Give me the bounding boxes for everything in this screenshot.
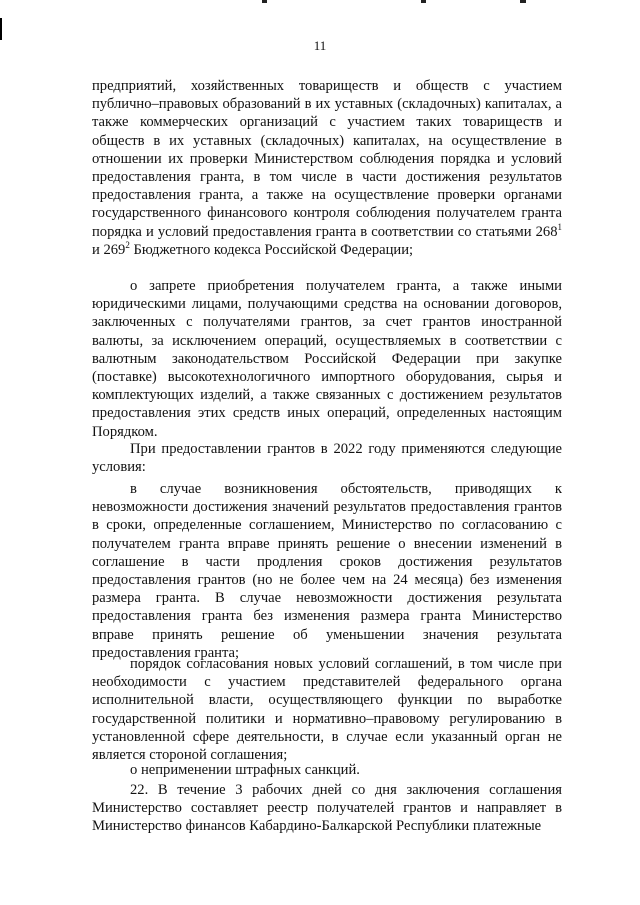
paragraph-deadline-extension: в случае возникновения обстоятельств, приводящих к невозможности достижения значений результатов предоставления грантов в сроки, определенные соглашением, Министерство по согласованию с получателем гранта вправе принять решение о внесении изменений в соглашение в части продления сроков достижения результатов предоставления грантов (но не более чем на 24 месяца) без изменения размера гранта. В случае невозможности достижения результата предоставления гранта без изменения размера гранта Министерство вправе принять решение об уменьшении значения результата предоставления гранта; [92,481,562,661]
paragraph-agreement-coordination: порядок согласования новых условий соглашений, в том числе при необходимости с участием представителей федерального органа исполнительной власти, осуществляющего функции по выработке государственной политики и нормативно–правовому регулированию в установленной сфере деятельности, в случае если указанный орган не является стороной соглашения; [92,656,562,764]
scan-artifact [262,0,267,3]
superscript: 1 [557,221,562,232]
paragraph-currency-ban: о запрете приобретения получателем гранта, а также иными юридическими лицами, получающими средства на основании договоров, заключенных с получателями грантов, за счет грантов иностранной валюты, за исключением операций, осуществляемых в соответствии с валютным законодательством Российской Федерации при закупке (поставке) высокотехнологичного импортного оборудования, сырья и комплектующих изделий, а также связанных с достижением результатов предоставления этих средств иных операций, определенных настоящим Порядком. [92,278,562,440]
superscript: 2 [125,239,130,250]
paragraph-item-22: 22. В течение 3 рабочих дней со дня заключения соглашения Министерство составляет реестр получателей грантов и направляет в Министерство финансов Кабардино-Балкарской Республики платежные [92,782,562,835]
paragraph-text: и 269 [92,241,126,258]
scan-edge-mark [0,18,2,40]
page-number: 11 [313,38,327,53]
document-body [92,77,562,836]
scan-artifact [421,0,426,3]
scan-artifact [520,0,526,3]
paragraph-grant-verification [92,77,562,277]
paragraph-text: Бюджетного кодекса Российской Федерации; [129,241,414,258]
paragraph-penalties: о неприменении штрафных санкций. [130,762,360,778]
paragraph-2022-conditions: При предоставлении грантов в 2022 году применяются следующие условия: [92,441,562,476]
paragraph-text: предприятий, хозяйственных товариществ и обществ с участием публично–правовых образований в их уставных (складочных) капиталах, а также коммерческих организаций с участием таких товариществ и обществ в их уставных (складочных) капиталах, на осуществление в отношении их проверки Министерством соблюдения порядка и условий предоставления гранта, в том числе в части достижения результатов предоставления гранта, а также на осуществление проверки органами государственного финансового контроля соблюдения получателем гранта порядка и условий предоставления гранта в соответствии со статьями 268 [92,78,562,240]
